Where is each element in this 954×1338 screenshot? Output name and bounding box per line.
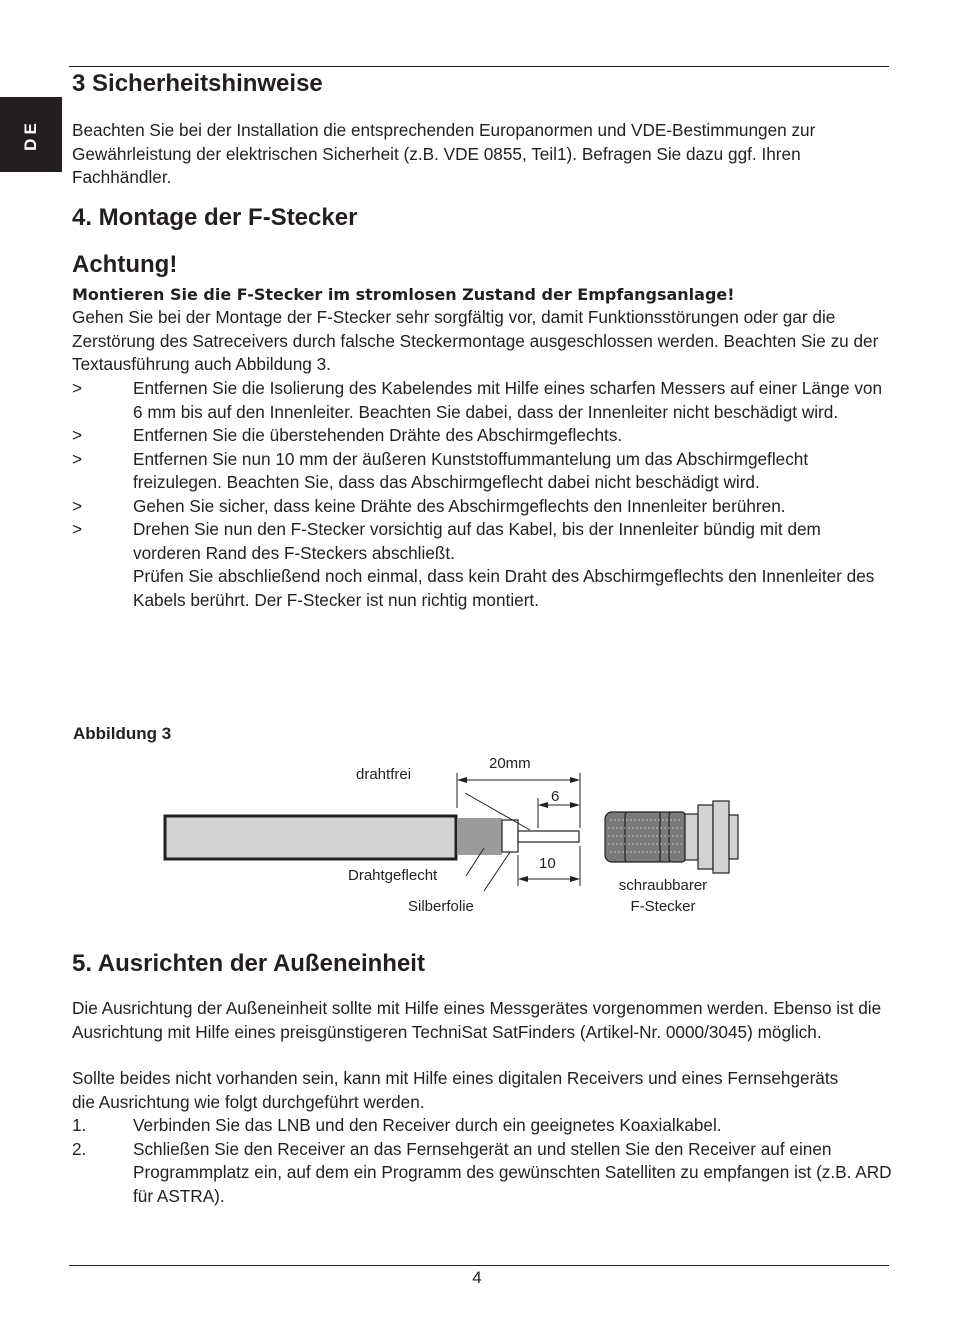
bottom-rule: [69, 1265, 889, 1266]
cable-diagram: [140, 745, 760, 925]
page-number: 4: [472, 1268, 482, 1287]
section-4-intro: Gehen Sie bei der Montage der F-Stecker sehr sorgfältig vor, damit Funktionsstörungen oder gar die Zerstörung des Satreceivers durch falsche Steckermontage ausgeschlossen werden. Beachten Sie zu der Textausführung auch Abbildung 3.: [72, 307, 879, 374]
list-item: 2. Schließen Sie den Receiver an das Fernsehgerät an und stellen Sie den Receiver auf einen Programmplatz ein, auf dem ein Programm des gewünschten Satelliten zu empfangen ist (z.B. ARD für ASTRA).: [72, 1138, 892, 1206]
warning-title: Achtung!: [72, 251, 178, 278]
language-tab: [0, 97, 62, 172]
label-20mm: 20mm: [489, 755, 531, 772]
list-item: > Drehen Sie nun den F-Stecker vorsichtig auf das Kabel, bis der Innenleiter bündig mit dem vorderen Rand des F-Steckers abschließt.: [72, 519, 821, 563]
figure-label: Abbildung 3: [73, 724, 172, 743]
label-10: 10: [539, 855, 556, 872]
inner-conductor: [518, 831, 579, 842]
list-item: 1. Verbinden Sie das LNB und den Receiver durch ein geeignetes Koaxialkabel.: [72, 1115, 722, 1135]
section-4-title: 4. Montage der F-Stecker: [72, 204, 358, 231]
top-rule: [69, 66, 889, 67]
section-3-title: 3 Sicherheitshinweise: [72, 70, 323, 97]
list-item: > Entfernen Sie nun 10 mm der äußeren Kunststoffummantelung um das Abschirmgeflecht freizulegen. Beachten Sie, dass das Abschirmgeflecht dabei nicht beschädigt wird.: [72, 448, 809, 492]
f-connector-illustration: [605, 801, 738, 873]
label-connector-line2: F-Stecker: [630, 898, 696, 915]
silver-foil: [502, 820, 518, 852]
list-item-note: Prüfen Sie abschließend noch einmal, dass kein Draht des Abschirmgeflechts den Innenleiter des Kabels berührt. Der F-Stecker ist nun richtig montiert.: [133, 566, 875, 610]
mounting-steps: [72, 377, 892, 612]
warning-text: Montieren Sie die F-Stecker im stromlosen Zustand der Empfangsanlage!: [72, 285, 735, 304]
list-item: > Entfernen Sie die Isolierung des Kabelendes mit Hilfe eines scharfen Messers auf einer Länge von 6 mm bis auf den Innenleiter. Beachten Sie dabei, dass der Innenleiter nicht beschädigt wird.: [72, 378, 883, 422]
label-drahtgeflecht: Drahtgeflecht: [348, 867, 438, 884]
label-silberfolie: Silberfolie: [408, 898, 474, 915]
language-tab-label: DE: [21, 118, 40, 151]
section-3-text: Beachten Sie bei der Installation die entsprechenden Europanormen und VDE-Bestimmungen zur Gewährleistung der elektrischen Sicherheit (z.B. VDE 0855, Teil1). Befragen Sie dazu ggf. Ihren Fachhändler.: [72, 120, 816, 187]
section-5-paragraph-2: Sollte beides nicht vorhanden sein, kann mit Hilfe eines digitalen Receivers und eines Fernsehgeräts die Ausrichtung wie folgt durchgeführt werden.: [72, 1068, 839, 1112]
cable-jacket: [165, 816, 456, 859]
list-item: > Entfernen Sie die überstehenden Drähte des Abschirmgeflechts.: [72, 425, 623, 445]
label-drahtfrei: drahtfrei: [356, 766, 412, 783]
label-6: 6: [551, 788, 560, 805]
section-5-title: 5. Ausrichten der Außeneinheit: [72, 950, 425, 977]
list-item: > Gehen Sie sicher, dass keine Drähte des Abschirmgeflechts den Innenleiter berühren.: [72, 495, 786, 516]
braided-shield: [457, 818, 502, 855]
label-connector-line1: schraubbarer: [618, 877, 708, 894]
section-5-paragraph-1: Die Ausrichtung der Außeneinheit sollte mit Hilfe eines Messgerätes vorgenommen werden. Ebenso ist die Ausrichtung mit Hilfe eines preisgünstigeren TechniSat SatFinders (Artikel-Nr. 0000/3045) möglich.: [72, 998, 882, 1042]
alignment-steps: [72, 1114, 892, 1208]
